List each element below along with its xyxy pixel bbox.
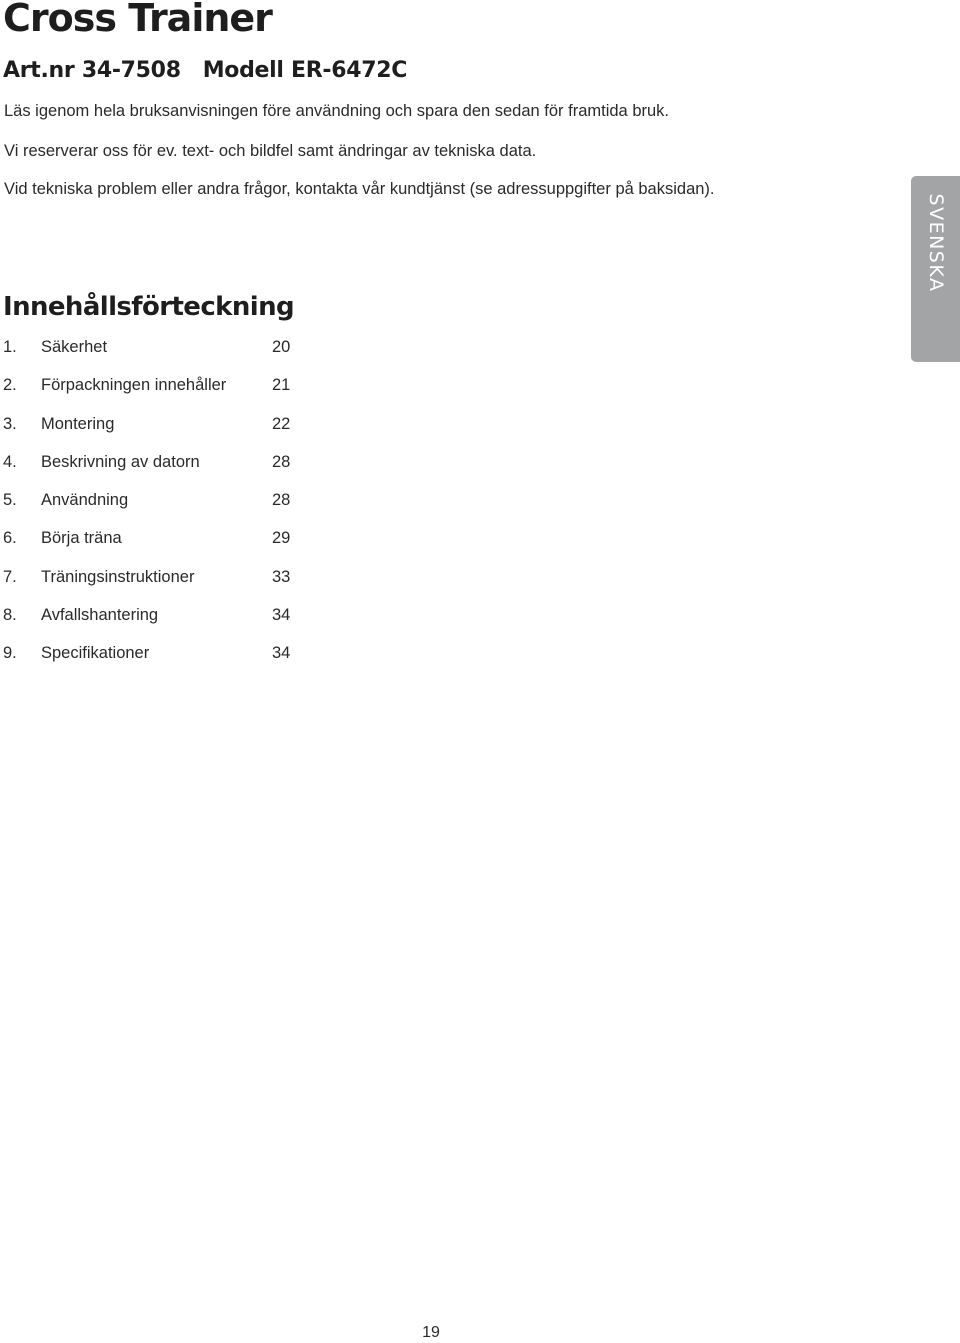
document-title: Cross Trainer [3, 0, 272, 40]
toc-item[interactable] [3, 606, 303, 644]
toc-item-label: Specifikationer [41, 644, 150, 663]
toc-item-page: 20 [272, 338, 291, 356]
table-of-contents [3, 338, 303, 683]
toc-item-page: 28 [272, 491, 291, 510]
toc-item-label: Säkerhet [41, 338, 108, 356]
toc-item-label: Montering [41, 414, 115, 433]
toc-item-number: 3. [3, 414, 17, 433]
language-tab [911, 176, 960, 362]
toc-item-number: 1. [3, 338, 17, 356]
toc-item[interactable] [3, 568, 303, 606]
product-subtitle [3, 58, 407, 83]
toc-item-label: Användning [41, 491, 129, 510]
toc-item[interactable] [3, 338, 303, 376]
toc-item-number: 7. [3, 567, 17, 586]
toc-item-number: 2. [3, 376, 17, 395]
toc-item[interactable] [3, 415, 303, 453]
toc-item[interactable] [3, 529, 303, 567]
toc-item-label: Träningsinstruktioner [41, 567, 195, 586]
toc-item-page: 21 [272, 376, 291, 395]
toc-item-page: 34 [272, 644, 291, 663]
toc-item-number: 8. [3, 606, 17, 625]
toc-item-page: 33 [272, 567, 291, 586]
page-number: 19 [422, 1324, 440, 1341]
toc-item-number: 6. [3, 529, 17, 548]
article-number: Art.nr 34-7508 [3, 58, 181, 83]
intro-line-read-manual: Läs igenom hela bruksanvisningen före användning och spara den sedan för framtida bruk. [4, 102, 670, 120]
intro-line-disclaimer: Vi reserverar oss för ev. text- och bildfel samt ändringar av tekniska data. [4, 142, 537, 160]
toc-item[interactable] [3, 376, 303, 414]
intro-line-support: Vid tekniska problem eller andra frågor, kontakta vår kundtjänst (se adressuppgifter på baksidan). [4, 180, 715, 198]
toc-heading: Innehållsförteckning [3, 292, 294, 322]
toc-item-page: 29 [272, 529, 291, 548]
toc-item-number: 5. [3, 491, 17, 510]
toc-item[interactable] [3, 453, 303, 491]
toc-item-number: 9. [3, 644, 17, 663]
toc-item-label: Beskrivning av datorn [41, 452, 200, 471]
toc-item-page: 22 [272, 414, 291, 433]
toc-item[interactable] [3, 491, 303, 529]
language-tab-label: SVENSKA [924, 193, 947, 293]
toc-item-label: Förpackningen innehåller [41, 376, 227, 395]
toc-item-number: 4. [3, 452, 17, 471]
toc-item-label: Avfallshantering [41, 606, 159, 625]
toc-item-page: 28 [272, 452, 291, 471]
toc-item[interactable] [3, 644, 303, 682]
model-number: Modell ER-6472C [202, 58, 408, 83]
toc-item-label: Börja träna [41, 529, 122, 548]
toc-item-page: 34 [272, 606, 291, 625]
